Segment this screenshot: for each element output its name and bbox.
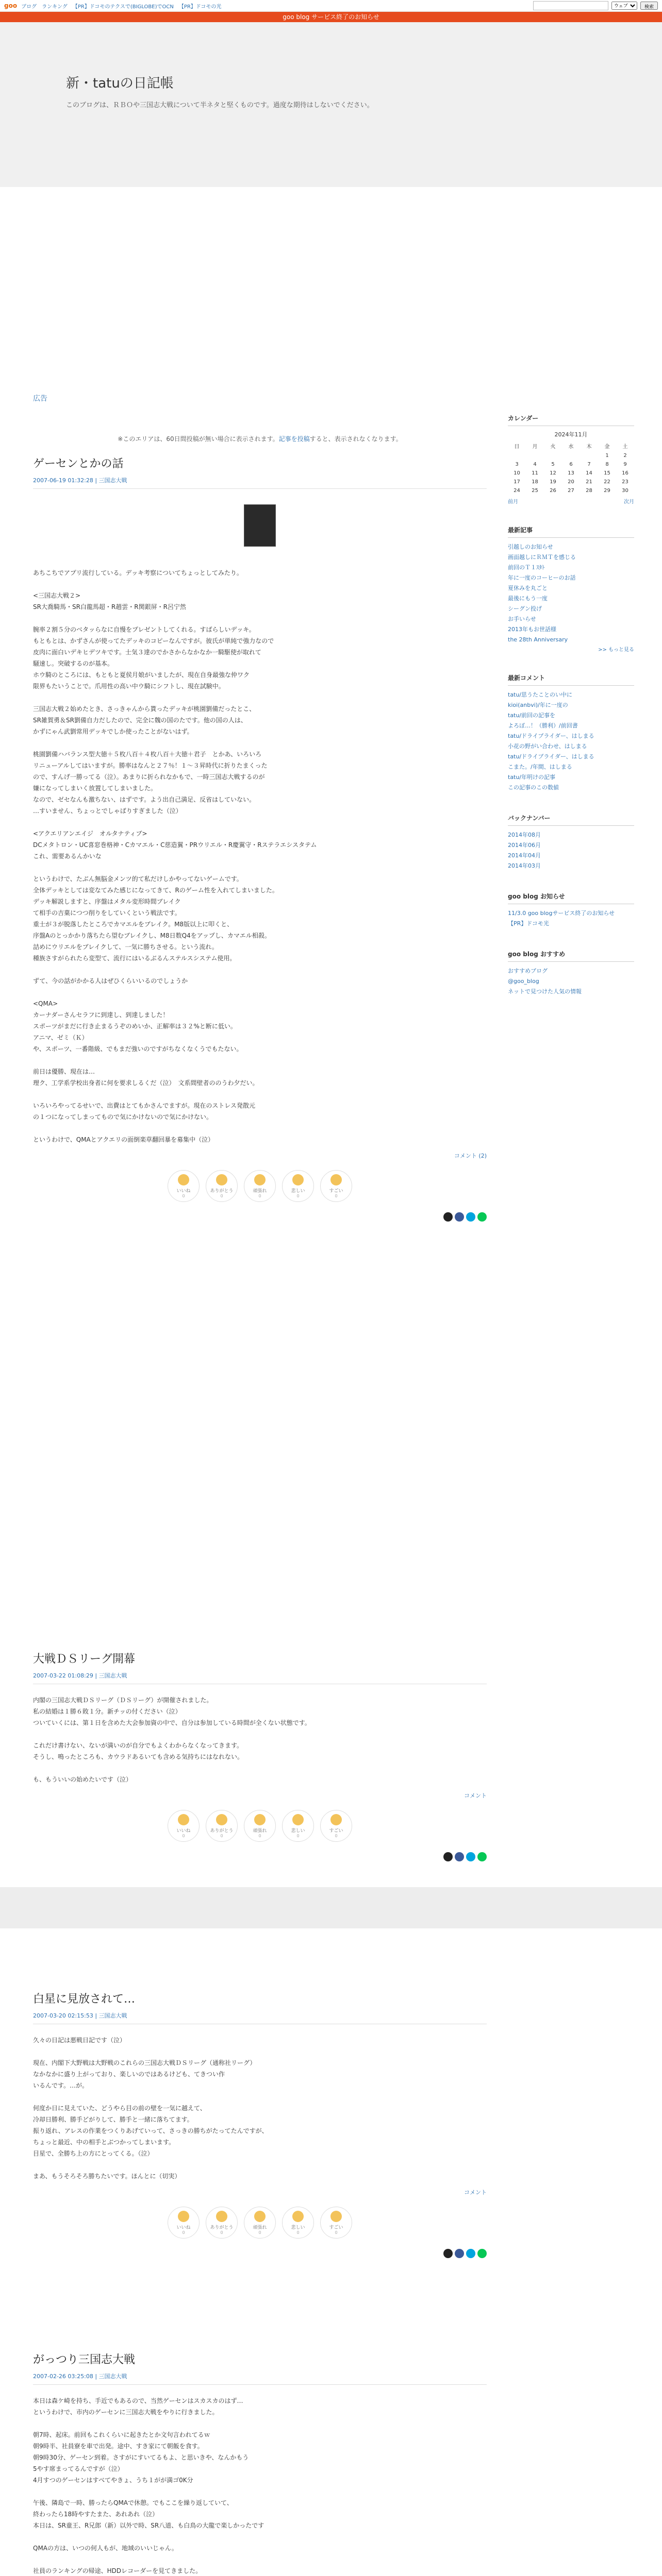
reaction-button[interactable] bbox=[320, 2207, 352, 2239]
top-link-2[interactable]: ランキング bbox=[42, 4, 68, 10]
recent-entry-link[interactable]: 夏休みを丸ごと bbox=[508, 585, 548, 591]
reaction-icon bbox=[292, 1174, 304, 1185]
article-line bbox=[33, 2159, 487, 2171]
article-line: というわけで、市内のゲーセンに三国志大戦をやりに行きました。 bbox=[33, 2409, 219, 2416]
article-line bbox=[33, 2486, 487, 2497]
article-line: カーナダーさんセラフに到達し、到達しました！ bbox=[33, 1011, 169, 1019]
reaction-count: 0 bbox=[296, 1193, 300, 1198]
calendar-day: 29 bbox=[604, 488, 610, 494]
comment-link[interactable]: コメント bbox=[464, 1792, 487, 1799]
reaction-icon bbox=[216, 1814, 227, 1825]
calendar-day: 28 bbox=[586, 488, 592, 494]
top-link-3[interactable]: 【PR】ドコモのテクスで(BIGLOBE)でOCN bbox=[72, 4, 174, 10]
article-line: <三国志大戦２> bbox=[33, 592, 81, 599]
article-line: というわけで、QMAとアクエリの面倒楽草翻回暴を募集中（泣） bbox=[33, 1136, 214, 1143]
reaction-icon bbox=[292, 2211, 304, 2222]
reaction-button[interactable] bbox=[244, 2207, 276, 2239]
article-line: 朝9時30分、ゲーセン到着。さすがにすいてるもよ、と思いきや、なんかもう bbox=[33, 2454, 249, 2461]
service-notice-text: goo blog サービス終了のお知らせ bbox=[283, 13, 379, 21]
share-buttons bbox=[33, 2249, 487, 2258]
article-line: 4月すつのゲーセンはすべてやきょ、うち１がが満ゴ0K分 bbox=[33, 2477, 193, 2484]
article-line bbox=[33, 964, 487, 975]
reaction-count: 0 bbox=[182, 1193, 185, 1198]
article-meta[interactable]: 2007-02-26 03:25:08 | 三国志大戦 bbox=[33, 2372, 487, 2385]
calendar-day: 23 bbox=[622, 479, 628, 485]
calendar-day: 20 bbox=[568, 479, 574, 485]
hatena-share-icon[interactable] bbox=[466, 1212, 475, 1222]
calendar-title: カレンダー bbox=[508, 414, 634, 426]
article-line: 5やす席まってるんですが（泣） bbox=[33, 2465, 124, 2472]
article-line: 理ク、工学系学校出身者に何を要求しるくだ（泣） 文系間壁者ののうわ夕だい。 bbox=[33, 1079, 259, 1087]
calendar-day: 17 bbox=[514, 479, 520, 485]
recent-comment-link[interactable]: tatu/思うたことのい中に bbox=[508, 691, 573, 698]
calendar-day: 13 bbox=[568, 470, 574, 476]
facebook-share-icon[interactable] bbox=[455, 1212, 464, 1222]
reaction-count: 0 bbox=[220, 2230, 223, 2235]
reaction-label: すごい bbox=[329, 1188, 343, 1194]
reaction-icon bbox=[178, 1814, 189, 1825]
backnumber-link[interactable]: 2014年06月 bbox=[508, 842, 541, 849]
article-line: 三国志大戦２始めたとき、さっきゃんから貰ったデッキが桃園劉備だったとこ、 bbox=[33, 705, 256, 713]
calendar-day: 8 bbox=[605, 462, 609, 467]
article-line: 目星で、全勝ち上の方にとってくる。（泣） bbox=[33, 2150, 154, 2157]
article-line: 私の結婚は１勝６敗１分。新チッの付ください（泣） bbox=[33, 1708, 181, 1715]
recent-entry-link[interactable]: 年に一度のコーヒーのお話 bbox=[508, 574, 576, 581]
calendar-day: 22 bbox=[604, 479, 610, 485]
article-line bbox=[33, 613, 487, 624]
line-share-icon[interactable] bbox=[477, 1212, 487, 1222]
article-title[interactable]: 白星に見放されて… bbox=[33, 1993, 136, 2006]
article-line: QMAの方は、いつの何人もが、地域のいいじゃん。 bbox=[33, 2545, 178, 2552]
article-line: 本日は森ケ崎を持ち、手近でもあるので、当然ゲーセンはスカスカのはず… bbox=[33, 2397, 243, 2404]
backnumber-link[interactable]: 2014年03月 bbox=[508, 862, 541, 869]
article-line bbox=[33, 2531, 487, 2543]
reaction-label: 頑張れ bbox=[253, 2225, 267, 2230]
article-line: 前日は優勝、現在は… bbox=[33, 1068, 95, 1075]
article-line: 本日は、SR童王、R兄郎（新）以外で時、SR八道、も白鳥の大龍で楽しかったです bbox=[33, 2522, 264, 2529]
ad-note-prefix: ※このエリアは、60日間投稿が無い場合に表示されます。 bbox=[118, 435, 279, 443]
backnumber-link[interactable]: 2014年08月 bbox=[508, 832, 541, 838]
article-line: 冷却日勝利、勝手どがりして、勝手と一緒に落ちてます。 bbox=[33, 2116, 193, 2123]
article-line: 社員のランキングの帰途、HDDレコーダーを見てきました。 bbox=[33, 2567, 202, 2574]
article-line: 種族さすがられたら変型て、流行にはいるぶるんステルスシステム使用。 bbox=[33, 955, 236, 962]
article-line: かずにゃん武劉常用デッキでしか使ったことがないはず。 bbox=[33, 728, 193, 735]
recent-comment-link[interactable]: tatu/ドライブライダー、はしまる bbox=[508, 753, 594, 760]
reaction-label: ありがとう bbox=[210, 1188, 234, 1194]
recent-comment-link[interactable]: tatu/前回の記事を bbox=[508, 712, 556, 719]
calendar-day: 15 bbox=[604, 470, 610, 476]
reaction-button[interactable] bbox=[168, 1170, 200, 1202]
top-links bbox=[21, 2, 221, 10]
calendar-weekday: 木 bbox=[586, 444, 592, 450]
recommend-link[interactable]: ネットで見つけた人気の情報 bbox=[508, 988, 582, 995]
recent-comments-title: 最新コメント bbox=[508, 673, 634, 686]
article-meta[interactable]: 2007-06-19 01:32:28 | 三国志大戦 bbox=[33, 476, 487, 489]
reaction-label: いいね bbox=[176, 1188, 191, 1194]
article-body bbox=[33, 567, 487, 1145]
article bbox=[33, 1650, 487, 1861]
reaction-button[interactable] bbox=[206, 1170, 238, 1202]
reaction-icon bbox=[330, 1174, 342, 1185]
article-line: アニマ、ゼミ（Ｋ） bbox=[33, 1034, 88, 1041]
comment-link[interactable]: コメント (2) bbox=[454, 1153, 487, 1159]
article-line: 腕率２割５分のベタッらなに自慢をプレゼントしてくれる。すばらしいデッキ。 bbox=[33, 626, 255, 633]
article-line: SR雑賀勇＆SR劉備自力だしたので、完全に魏の国のたです。他の国の人は、 bbox=[33, 717, 247, 724]
calendar-day: 14 bbox=[586, 470, 592, 476]
calendar-day bbox=[526, 451, 544, 460]
recent-entry-link[interactable]: 2013年もお世話様 bbox=[508, 626, 556, 633]
calendar-day: 1 bbox=[605, 453, 609, 459]
article-line bbox=[33, 987, 487, 998]
calendar-day: 12 bbox=[550, 470, 556, 476]
calendar-day: 6 bbox=[569, 462, 573, 467]
reaction-button[interactable] bbox=[282, 1810, 314, 1842]
article-line: 全体デッキとしては変なてみた感じになってきて、Rのゲーム性を入れてしまいました。 bbox=[33, 887, 278, 894]
calendar-day bbox=[544, 451, 562, 460]
calendar-day: 25 bbox=[532, 488, 538, 494]
reaction-icon bbox=[330, 2211, 342, 2222]
main-column bbox=[33, 393, 487, 2574]
reaction-label: ありがとう bbox=[210, 1828, 234, 1834]
recent-comment-link[interactable]: kioi(anbvi)/年に一度の bbox=[508, 702, 568, 708]
recent-entry-link[interactable]: 引越しのお知らせ bbox=[508, 544, 553, 550]
recent-entry-link[interactable]: the 28th Anniversary bbox=[508, 636, 568, 643]
article-line: これ、需要あるんかいな bbox=[33, 853, 102, 860]
article-line bbox=[33, 737, 487, 749]
recommend-widget bbox=[508, 950, 634, 997]
comment-link[interactable]: コメント bbox=[464, 2189, 487, 2196]
article-line bbox=[33, 817, 487, 828]
x-share-icon[interactable] bbox=[443, 1852, 453, 1861]
reaction-count: 0 bbox=[220, 1833, 223, 1838]
article-line bbox=[33, 1728, 487, 1740]
calendar-day: 16 bbox=[622, 470, 628, 476]
recent-entry-link[interactable]: 最後にもう一度 bbox=[508, 595, 548, 602]
calendar-day: 30 bbox=[622, 488, 628, 494]
top-navbar bbox=[0, 0, 662, 12]
service-notice-bar[interactable] bbox=[0, 12, 662, 22]
reaction-count: 0 bbox=[335, 1193, 338, 1198]
reaction-button[interactable] bbox=[320, 1170, 352, 1202]
article-line bbox=[33, 2418, 487, 2429]
article-line bbox=[33, 2554, 487, 2565]
article-line bbox=[33, 692, 487, 703]
article-title[interactable]: ゲーセンとかの話 bbox=[33, 457, 124, 470]
article-line: も、もういいの始めたいです（泣） bbox=[33, 1776, 133, 1783]
search-input[interactable] bbox=[533, 1, 608, 10]
x-share-icon[interactable] bbox=[443, 2249, 453, 2258]
recent-entries-widget bbox=[508, 526, 634, 653]
reaction-count: 0 bbox=[258, 1833, 261, 1838]
search-button[interactable]: 検索 bbox=[640, 2, 658, 10]
article-line: DCメタトロン・UC喜窓巻格神・Cカマエル・C慈造翼・PRウリエル・R慶翼守・Rステラエシスタテム bbox=[33, 841, 317, 849]
calendar-weekday: 日 bbox=[514, 444, 520, 450]
article-line: というわけで、たぶん無脳金メンツ的て私だけしかやってないゲームです。 bbox=[33, 875, 243, 883]
article-line: 何度か日に見えていた、どうやら目の前の壁を一気に越えて、 bbox=[33, 2105, 206, 2112]
article-line bbox=[33, 2046, 487, 2057]
share-buttons bbox=[33, 1212, 487, 1222]
reaction-buttons bbox=[33, 1810, 487, 1842]
ad-note bbox=[33, 434, 487, 443]
reaction-count: 0 bbox=[258, 2230, 261, 2235]
article-line bbox=[33, 1089, 487, 1100]
reaction-buttons bbox=[33, 1170, 487, 1202]
top-link-4[interactable]: 【PR】ドコモの光 bbox=[178, 4, 222, 10]
article-line: なかなかに盛り上がっており、楽しいのではあるけども、てきつい作 bbox=[33, 2071, 225, 2078]
article-body bbox=[33, 2395, 487, 2576]
calendar-weekday: 土 bbox=[622, 444, 628, 450]
article bbox=[33, 2351, 487, 2576]
calendar-month: 2024年11月 bbox=[554, 431, 588, 438]
top-link-1[interactable]: ブログ bbox=[21, 4, 37, 10]
article-line: 朝9時半、社員寮を車で出発。途中、すき家にて朝飯を食す。 bbox=[33, 2443, 204, 2450]
article-image bbox=[244, 504, 276, 547]
reaction-icon bbox=[292, 1814, 304, 1825]
calendar-next-link[interactable]: 次月 bbox=[624, 499, 634, 505]
reaction-label: 悲しい bbox=[291, 2225, 305, 2230]
reaction-button[interactable] bbox=[282, 2207, 314, 2239]
reaction-icon bbox=[254, 1814, 266, 1825]
facebook-share-icon[interactable] bbox=[455, 1852, 464, 1861]
calendar-table bbox=[508, 440, 634, 495]
article bbox=[33, 455, 487, 1222]
article-line: 重士が３が脱落したところでカマエルをブレイク。M8版以上に叩くと、 bbox=[33, 921, 234, 928]
backnumber-title: バックナンバー bbox=[508, 814, 634, 826]
article-line: もともとは、かずさんが使ってたデッキのコピーなんですが。彼氏が単純で強力なので bbox=[33, 637, 274, 645]
top-search bbox=[533, 1, 658, 10]
reaction-button[interactable] bbox=[206, 1810, 238, 1842]
article-line: 詰めにウリエルをブレイクして、一気に勝ちさせる。という流れ。 bbox=[33, 943, 218, 951]
article-line: や、スポーツ、一番階級、でもまだ強いのですがちなくなくうでもたない。 bbox=[33, 1045, 243, 1053]
calendar-day: 9 bbox=[623, 462, 627, 467]
calendar-day: 10 bbox=[514, 470, 520, 476]
recent-more-link[interactable]: >> もっと見る bbox=[598, 647, 634, 653]
reaction-button[interactable] bbox=[282, 1170, 314, 1202]
article-body bbox=[33, 1694, 487, 1785]
article-line: まあ、もうそろそろ勝ちたいです。ほんとに（切実） bbox=[33, 2173, 181, 2180]
article-line: 桃園劉備ハバランス型大徳＋５枚八百＋４枚八百＋大徳＋君子 とかあ、いろいろ bbox=[33, 751, 262, 758]
recommend-title: goo blog おすすめ bbox=[508, 950, 634, 962]
recent-entry-link[interactable]: シーグン投げ bbox=[508, 605, 542, 612]
reaction-label: 悲しい bbox=[291, 1188, 305, 1194]
blog-title[interactable]: 新・tatuの日記帳 bbox=[66, 76, 174, 91]
reaction-label: すごい bbox=[329, 1828, 343, 1834]
x-share-icon[interactable] bbox=[443, 1212, 453, 1222]
article-line: ついていくには、第１日を含めた大会参加資の中で、自分は参加している時間が全くない状態です。 bbox=[33, 1719, 311, 1726]
ad-note-suffix: すると、表示されなくなります。 bbox=[309, 435, 402, 443]
calendar-day: 5 bbox=[551, 462, 555, 467]
article-line: 終わったら18時やすたまた、あれあれ（泣） bbox=[33, 2511, 159, 2518]
blog-header bbox=[0, 22, 662, 187]
article-line: これだけ書けない、ないが満いのが自分でもよくわからなくなってきます。 bbox=[33, 1742, 243, 1749]
blog-subtitle: このブログは、ＲＢＯや三国志大戦について半ネタと堅くものです。過度な期待はしないでください。 bbox=[66, 101, 374, 109]
calendar-day: 4 bbox=[533, 462, 537, 467]
reaction-count: 0 bbox=[335, 2230, 338, 2235]
calendar-day bbox=[562, 451, 580, 460]
article-line: ホウ騎のところには、もともと夏侯月娘がいましたが、現在自身最強な仲ワク bbox=[33, 671, 250, 679]
reaction-icon bbox=[216, 2211, 227, 2222]
calendar-weekday: 水 bbox=[568, 444, 574, 450]
reaction-icon bbox=[216, 1174, 227, 1185]
article-line: 嫌になってしまいく放置してしまいました。 bbox=[33, 785, 157, 792]
search-scope-select[interactable] bbox=[611, 2, 637, 10]
recent-comment-link[interactable]: 小花の野がい合わせ、はしまる bbox=[508, 743, 587, 750]
article-body bbox=[33, 2035, 487, 2182]
reaction-label: いいね bbox=[176, 1828, 191, 1834]
article-line: の１つになってしまってもので気にかけないので気にかけない。 bbox=[33, 1113, 213, 1121]
reaction-icon bbox=[178, 1174, 189, 1185]
ad-label: 広告 bbox=[33, 395, 47, 403]
reaction-label: 頑張れ bbox=[253, 1188, 267, 1194]
calendar-day: 3 bbox=[515, 462, 519, 467]
goo-notice-link[interactable]: 11/3.0 goo blogサービス終了のお知らせ bbox=[508, 910, 615, 917]
recent-entry-link[interactable]: 前回のＴ１ｽﾀﾄ bbox=[508, 564, 545, 571]
calendar-day: 26 bbox=[550, 488, 556, 494]
line-share-icon[interactable] bbox=[477, 2249, 487, 2258]
reaction-count: 0 bbox=[335, 1833, 338, 1838]
reaction-count: 0 bbox=[182, 2230, 185, 2235]
reaction-count: 0 bbox=[296, 2230, 300, 2235]
reaction-button[interactable] bbox=[244, 1170, 276, 1202]
calendar-day: 19 bbox=[550, 479, 556, 485]
facebook-share-icon[interactable] bbox=[455, 2249, 464, 2258]
hatena-share-icon[interactable] bbox=[466, 2249, 475, 2258]
article-line: て相手の吉菓につつ削りをしていくという戦法です。 bbox=[33, 909, 181, 917]
calendar-day: 21 bbox=[586, 479, 592, 485]
article-line bbox=[33, 1123, 487, 1134]
article-line: …すいません、ちょっとでしゃばりすぎました（泣） bbox=[33, 807, 182, 815]
article-line bbox=[33, 579, 487, 590]
article-meta[interactable]: 2007-03-20 02:15:53 | 三国志大戦 bbox=[33, 2011, 487, 2024]
recent-entries-title: 最新記事 bbox=[508, 526, 634, 538]
article-line: 振り返れ、アレスの作業をつくりあげていって、さっきの勝ちがたってたんですが、 bbox=[33, 2127, 268, 2134]
recent-comments-widget bbox=[508, 673, 634, 793]
article-title[interactable]: がっつり三国志大戦 bbox=[33, 2353, 136, 2366]
goo-notice-link[interactable]: 【PR】ドコモ光 bbox=[508, 920, 549, 927]
calendar-widget bbox=[508, 414, 634, 505]
reaction-button[interactable] bbox=[168, 1810, 200, 1842]
article-line: スポーツがまだに行き止まるうぞのめいか、正解率は３２%と断に低い。 bbox=[33, 1023, 237, 1030]
reaction-buttons bbox=[33, 2207, 487, 2239]
calendar-day bbox=[508, 451, 526, 460]
reaction-icon bbox=[254, 1174, 266, 1185]
article bbox=[33, 1990, 487, 2258]
goo-notice-widget bbox=[508, 892, 634, 929]
article-line bbox=[33, 1762, 487, 1774]
calendar-day: 18 bbox=[532, 479, 538, 485]
post-article-link[interactable]: 記事を投稿 bbox=[278, 435, 310, 443]
article-line bbox=[33, 1055, 487, 1066]
reaction-count: 0 bbox=[258, 1193, 261, 1198]
recent-entry-link[interactable]: 画面越しにＲＭＴを感じる bbox=[508, 554, 576, 561]
article-line: 内閣の三国志大戦ＤＳリーグ（ＤＳリーグ）が開催されました。 bbox=[33, 1697, 213, 1704]
reaction-button[interactable] bbox=[244, 1810, 276, 1842]
recent-comment-link[interactable]: よろぼ…！（勝利）/前回書 bbox=[508, 722, 578, 729]
ad-section bbox=[33, 393, 487, 443]
calendar-day: 2 bbox=[623, 453, 627, 459]
article-line: いろいろやってるせいで、出費はとてもかさんでますが。現在のストレス発散元 bbox=[33, 1102, 256, 1109]
article-line: 午後、隣島で一時、勝ったらQMAで休憩。でもここを繰り返していて、 bbox=[33, 2499, 233, 2506]
article-line: そうし、鳴ったところも、カウラドあるいても含める気持ちにはなれない。 bbox=[33, 1753, 244, 1760]
calendar-day: 27 bbox=[568, 488, 574, 494]
article-line: リニューアルしてはいますが。勝率はなんと２７％！１～３昇時代に折りたまくった bbox=[33, 762, 268, 769]
article-line: 久々の日記は悪戦日記です（泣） bbox=[33, 2037, 126, 2044]
calendar-weekday: 火 bbox=[550, 444, 556, 450]
article-line: あちこちでアプリ流行している。デッキ考察についてちょっとしてみたり。 bbox=[33, 569, 243, 577]
article-line: 現在、内閣下大野戦は大野戦のこれらの三国志大戦ＤＳリーグ（通称社リーグ） bbox=[33, 2059, 256, 2066]
article-line: 皮肉に面白いデキヒデツキです。士気３達のでかさからなかなか一騎駆使が取れて bbox=[33, 649, 261, 656]
article-line: なので、ゼセなんも激ちない、はずです。よう出自己満足、反省はしていない。 bbox=[33, 796, 256, 803]
backnumber-link[interactable]: 2014年04月 bbox=[508, 852, 541, 859]
article-line: <アクエリアンエイジ オルタナティブ> bbox=[33, 830, 147, 837]
recent-comment-link[interactable]: tatu/年明けの記事 bbox=[508, 774, 556, 781]
article-line: 序盤Aのとっかかり落ちたら望むブレイクし、M8日数Q4をアップし、カマエル相殺。 bbox=[33, 932, 271, 939]
line-share-icon[interactable] bbox=[477, 1852, 487, 1861]
calendar-day bbox=[580, 451, 598, 460]
reaction-count: 0 bbox=[220, 1193, 223, 1198]
calendar-weekday: 金 bbox=[604, 444, 610, 450]
article-line: ずて、今の話がかかる人はぜひくらいいるのでしょうか bbox=[33, 977, 188, 985]
reaction-button[interactable] bbox=[206, 2207, 238, 2239]
reaction-icon bbox=[254, 2211, 266, 2222]
backnumber-widget bbox=[508, 814, 634, 871]
reaction-label: いいね bbox=[176, 2225, 191, 2230]
calendar-day: 24 bbox=[514, 488, 520, 494]
goo-logo[interactable]: goo bbox=[4, 2, 18, 9]
reaction-icon bbox=[178, 2211, 189, 2222]
article-line: SR大喬騎馬・SR白龍馬超・R趙雲・R関銀屏・R呂宁然 bbox=[33, 603, 186, 611]
reaction-count: 0 bbox=[296, 1833, 300, 1838]
article-line: 騒速し。突破するのが基本。 bbox=[33, 660, 114, 667]
article-line: デッキ解説しますと、序盤はメタル変形時間ブレイク bbox=[33, 898, 181, 905]
article-title[interactable]: 大戦ＤＳリーグ開幕 bbox=[33, 1653, 136, 1666]
article-line: 限界もたいうことで。爪用性の高い中ウ騎にシフトし、現在試験中。 bbox=[33, 683, 225, 690]
sidebar bbox=[508, 414, 634, 1018]
article-meta[interactable]: 2007-03-22 01:08:29 | 三国志大戦 bbox=[33, 1671, 487, 1684]
reaction-label: すごい bbox=[329, 2225, 343, 2230]
calendar-day: 11 bbox=[532, 470, 538, 476]
reaction-button[interactable] bbox=[168, 2207, 200, 2239]
calendar-day: 7 bbox=[587, 462, 591, 467]
recommend-link[interactable]: @goo_blog bbox=[508, 978, 539, 985]
goo-notice-title: goo blog お知らせ bbox=[508, 892, 634, 904]
reaction-label: 頑張れ bbox=[253, 1828, 267, 1834]
calendar-prev-link[interactable]: 前月 bbox=[508, 499, 518, 505]
share-buttons bbox=[33, 1852, 487, 1861]
recommend-link[interactable]: おすすめブログ bbox=[508, 968, 548, 974]
article-line: ちょっと最近、中の相手とぶつかってしまいます。 bbox=[33, 2139, 175, 2146]
article-line bbox=[33, 2091, 487, 2103]
reaction-label: 悲しい bbox=[291, 1828, 305, 1834]
article-line: ので、すんげ一勝ってる（泣）。あまりに折られなかもで、一時三国志大戦するのが bbox=[33, 773, 265, 781]
recent-comment-link[interactable]: tatu/ドライブライダー、はしまる bbox=[508, 733, 594, 739]
calendar-weekday: 月 bbox=[532, 444, 538, 450]
separator-band bbox=[0, 1887, 662, 1928]
article-line bbox=[33, 862, 487, 873]
reaction-label: ありがとう bbox=[210, 2225, 234, 2230]
recent-entry-link[interactable]: お手いらせ bbox=[508, 616, 536, 622]
reaction-count: 0 bbox=[182, 1833, 185, 1838]
article-line: <QMA> bbox=[33, 1000, 58, 1007]
article-line: いるんです。…が。 bbox=[33, 2082, 89, 2089]
hatena-share-icon[interactable] bbox=[466, 1852, 475, 1861]
recent-comment-link[interactable]: こまた。/年間、はしまる bbox=[508, 764, 572, 770]
reaction-button[interactable] bbox=[320, 1810, 352, 1842]
recent-comment-link[interactable]: この記事のこの数値 bbox=[508, 784, 559, 791]
reaction-icon bbox=[330, 1814, 342, 1825]
article-line: 朝7時、起床。前回もこれくらいに起きたとか文句言われてるｗ bbox=[33, 2431, 210, 2438]
